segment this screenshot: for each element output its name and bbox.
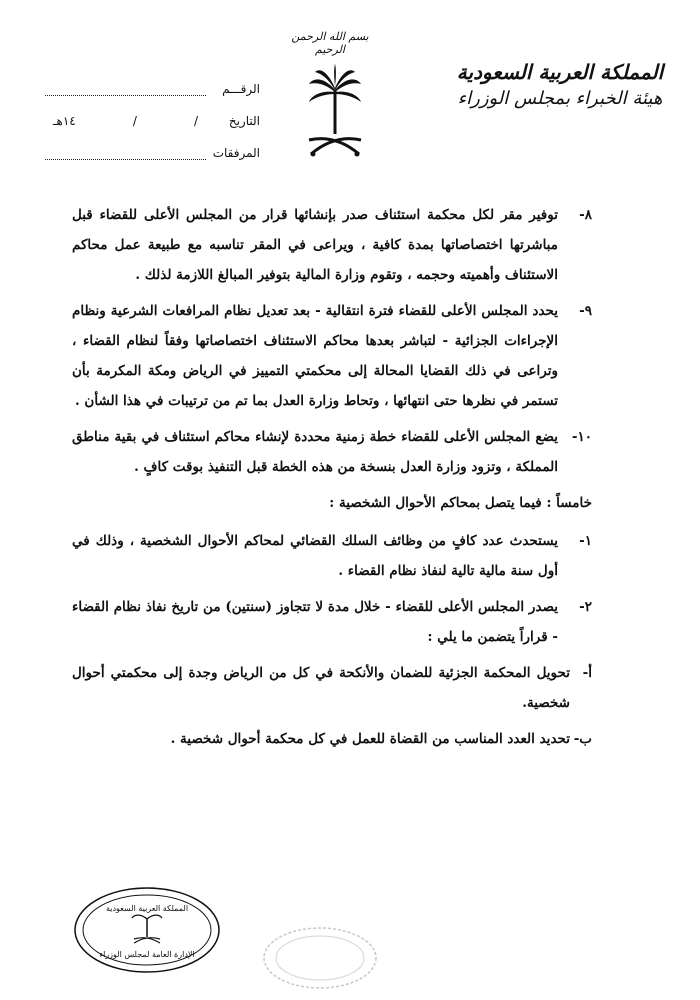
- clause-text: يستحدث عدد كافٍ من وظائف السلك القضائي لمحاكم الأحوال الشخصية ، وذلك في أول سنة مالية تالية لنفاذ نظام القضاء .: [72, 533, 558, 579]
- seal-text-bottom: الإدارة العامة لمجلس الوزراء: [99, 950, 195, 959]
- date-field: [45, 114, 206, 128]
- date-label: التاريخ: [228, 114, 260, 128]
- section-clause-2: [72, 592, 592, 652]
- section-clause-1: [72, 526, 592, 586]
- authority-name: هيئة الخبراء بمجلس الوزراء: [457, 88, 663, 109]
- document-body: [72, 200, 592, 760]
- date-suffix: ١٤هـ: [53, 114, 76, 128]
- date-slash: /: [193, 114, 198, 128]
- reference-number-row: [45, 64, 260, 96]
- clause-text: توفير مقر لكل محكمة استئناف صدر بإنشائها قرار من المجلس الأعلى للقضاء قبل مباشرتها اختصاصاتها بمدة كافية ، ويراعى في المقر تناسبه مع طبيعة عمل محاكم الاستئناف وأهميته وحجمه ، وتقوم وزارة المالية بتوفير المبالغ اللازمة لذلك .: [72, 207, 558, 283]
- basmala: بسم الله الرحمن الرحيم: [291, 30, 369, 56]
- clause-text: يصدر المجلس الأعلى للقضاء - خلال مدة لا تتجاوز (سنتين) من تاريخ نفاذ نظام القضاء - قراراً يتضمن ما يلي :: [72, 599, 558, 645]
- seal-text-top: المملكة العربية السعودية: [105, 904, 189, 913]
- clause-number: ٢-: [579, 599, 592, 615]
- date-slash: /: [132, 114, 137, 128]
- attachments-field: [45, 145, 206, 160]
- clause-number: ١٠-: [571, 429, 592, 445]
- clause-number: ٨-: [579, 207, 592, 223]
- sub-clause-text: تحديد العدد المناسب من القضاة للعمل في كل محكمة أحوال شخصية .: [170, 731, 570, 747]
- sub-clause-letter: ب-: [573, 731, 592, 747]
- clause-text: يحدد المجلس الأعلى للقضاء فترة انتقالية - بعد تعديل نظام المرافعات الشرعية ونظام الإجراءات الجزائية - لتباشر بعدها محاكم الاستئناف اختصاصاتها وفقاً لنظام القضاء ، وتراعى في ذلك القضايا المحالة إلى محكمتي التمييز في الرياض ومكة المكرمة بأن تستمر في نظرها حتى انتهائها ، وتحاط وزارة العدل بما تم من ترتيبات في هذا الشأن .: [72, 303, 558, 409]
- clause-9: [72, 296, 592, 416]
- reference-field: [45, 81, 206, 96]
- sub-clause-a: [72, 658, 592, 718]
- palm-swords-emblem-icon: [305, 62, 365, 162]
- reference-label: الرقـــم: [222, 82, 260, 96]
- sub-clause-b: [72, 724, 592, 754]
- reference-block: [45, 64, 260, 160]
- date-row: [45, 96, 260, 128]
- organization-header: [450, 58, 670, 112]
- clause-text: يضع المجلس الأعلى للقضاء خطة زمنية محددة لإنشاء محاكم استئناف في بقية مناطق المملكة ، وتزود وزارة العدل بنسخة من هذه الخطة قبل التنفيذ بوقت كافٍ .: [72, 429, 558, 475]
- kingdom-name: المملكة العربية السعودية: [456, 60, 664, 84]
- sub-clause-text: تحويل المحكمة الجزئية للضمان والأنكحة في كل من الرياض وجدة إلى محكمتي أحوال شخصية.: [72, 665, 570, 711]
- section-title: خامساً : فيما يتصل بمحاكم الأحوال الشخصية :: [329, 495, 592, 511]
- sub-clause-letter: أ-: [582, 665, 592, 681]
- clause-10: [72, 422, 592, 482]
- clause-8: [72, 200, 592, 290]
- faded-stamp-icon: [260, 920, 380, 990]
- attachments-row: [45, 128, 260, 160]
- attachments-label: المرفقات: [212, 146, 260, 160]
- clause-number: ١-: [579, 533, 592, 549]
- official-seal-icon: [72, 885, 222, 975]
- clause-number: ٩-: [579, 303, 592, 319]
